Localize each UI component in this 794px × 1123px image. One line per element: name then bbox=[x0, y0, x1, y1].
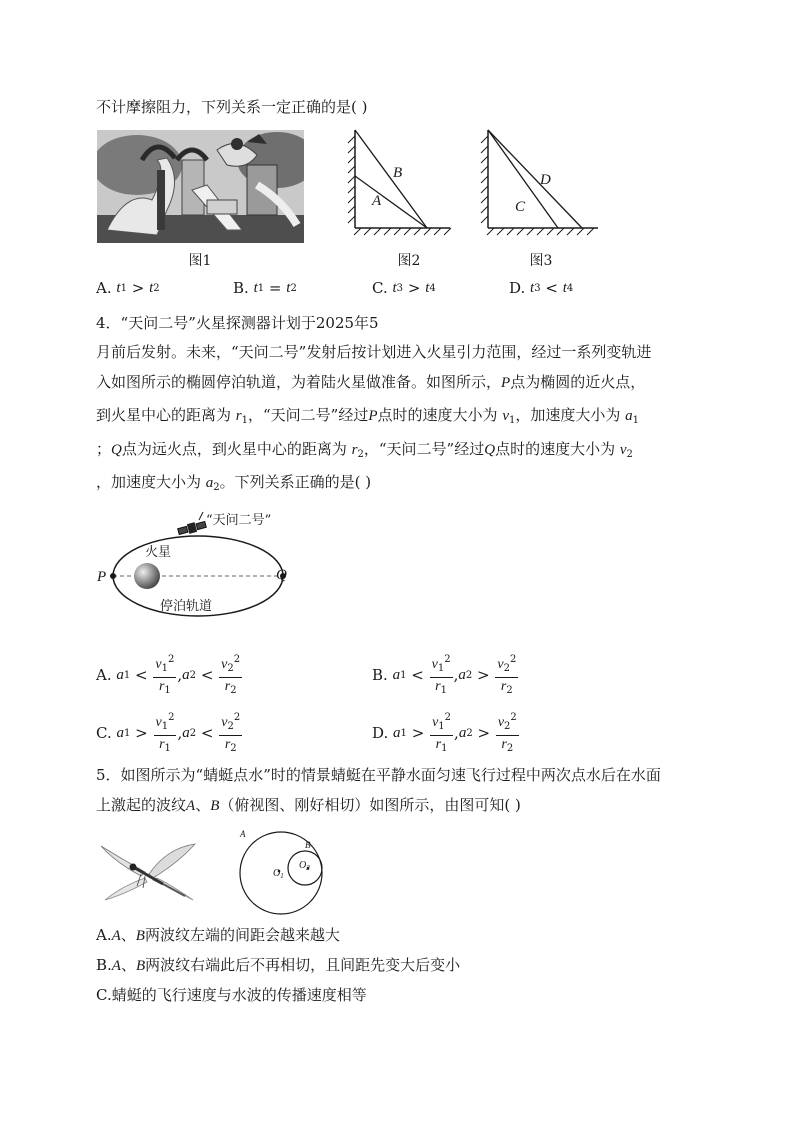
q4-line3: 入如图所示的椭圆停泊轨道，为着陆火星做准备。如图所示，P点为椭圆的近火点， bbox=[96, 373, 646, 391]
fig3-label-d: D bbox=[540, 172, 551, 188]
q3-option-d[interactable]: D. t 3 < t 4 bbox=[509, 279, 574, 297]
probe-label: “天问二号” bbox=[206, 513, 272, 528]
q5-line1: 5．如图所示为“蜻蜓点水”时的情景蜻蜓在平静水面匀速飞行过程中两次点水后在水面 bbox=[96, 766, 661, 784]
fig3-label-c: C bbox=[515, 199, 526, 215]
q4-option-a[interactable]: A. a 1 < $\frac{v_1^2}{r_1}$ , a 2 < $\frac{v_2^2}{r_2}$ bbox=[96, 651, 243, 699]
q4-option-d[interactable]: D. a 1 > $\frac{v_1^2}{r_1}$ , a 2 > $\frac{v_2^2}{r_2}$ bbox=[372, 709, 520, 757]
q4-line6: ，加速度大小为 $a_2$。下列关系正确的是( ) bbox=[96, 473, 372, 493]
point-p-label: P bbox=[97, 569, 107, 585]
q3-option-c[interactable]: C. t 3 > t 4 bbox=[372, 279, 436, 297]
q4-option-b[interactable]: B. a 1 < $\frac{v_1^2}{r_1}$ , a 2 > $\frac{v_2^2}{r_2}$ bbox=[372, 651, 519, 699]
q3-stem: 不计摩擦阻力，下列关系一定正确的是( ) bbox=[96, 98, 368, 116]
q4-line5: ；Q点为远火点，到火星中心的距离为 $r_2$，“天问二号”经过Q点时的速度大小为 $v_2$ bbox=[96, 440, 633, 460]
q5-option-a[interactable]: A.A、B两波纹左端的间距会越来越大 bbox=[96, 926, 340, 944]
ripple-diagram bbox=[232, 830, 338, 915]
dragonfly-image bbox=[97, 838, 205, 908]
q5-option-b[interactable]: B.A、B两波纹右端此后不再相切，且间距先变大后变小 bbox=[96, 956, 461, 974]
mars-label: 火星 bbox=[145, 545, 172, 560]
q4-option-c[interactable]: C. a 1 > $\frac{v_1^2}{r_1}$ , a 2 < $\frac{v_2^2}{r_2}$ bbox=[96, 709, 243, 757]
point-p-dot bbox=[110, 573, 116, 579]
ripple-b-label: B bbox=[305, 840, 311, 850]
q4-line2: 月前后发射。未来，“天问二号”发射后按计划进入火星引力范围，经过一系列变轨进 bbox=[96, 343, 652, 361]
probe-icon bbox=[177, 520, 207, 537]
fig2-label-b: B bbox=[393, 165, 403, 181]
q3-option-a[interactable]: A. t 1 > t 2 bbox=[96, 279, 160, 297]
figure1-caption: 图1 bbox=[188, 253, 212, 269]
q4-line4: 到火星中心的距离为 $r_1$，“天问二号”经过P点时的速度大小为 $v_1$，加速度大小为 $a_1$ bbox=[96, 406, 640, 426]
point-q-label: Q bbox=[276, 567, 287, 583]
q5-line2: 上激起的波纹A、B（俯视图、刚好相切）如图所示，由图可知( ) bbox=[96, 796, 521, 814]
figure3-caption: 图3 bbox=[529, 253, 553, 269]
mars-planet bbox=[134, 563, 160, 589]
center-o2-label: $O_2$ bbox=[299, 860, 310, 872]
q5-option-c[interactable]: C.蜻蜓的飞行速度与水波的传播速度相等 bbox=[96, 986, 367, 1004]
figure2-incline-diagram bbox=[345, 128, 455, 240]
q3-option-b[interactable]: B. t 1 = t 2 bbox=[233, 279, 297, 297]
figure2-caption: 图2 bbox=[397, 253, 421, 269]
ripple-a-label: A bbox=[240, 829, 246, 839]
orbit-label: 停泊轨道 bbox=[160, 599, 213, 614]
fig2-label-a: A bbox=[372, 193, 382, 209]
q4-line1: 4．“天问二号”火星探测器计划于2025年5 bbox=[96, 314, 379, 332]
center-o1-label: $O_1$ bbox=[273, 868, 284, 880]
playground-photo bbox=[97, 130, 304, 243]
